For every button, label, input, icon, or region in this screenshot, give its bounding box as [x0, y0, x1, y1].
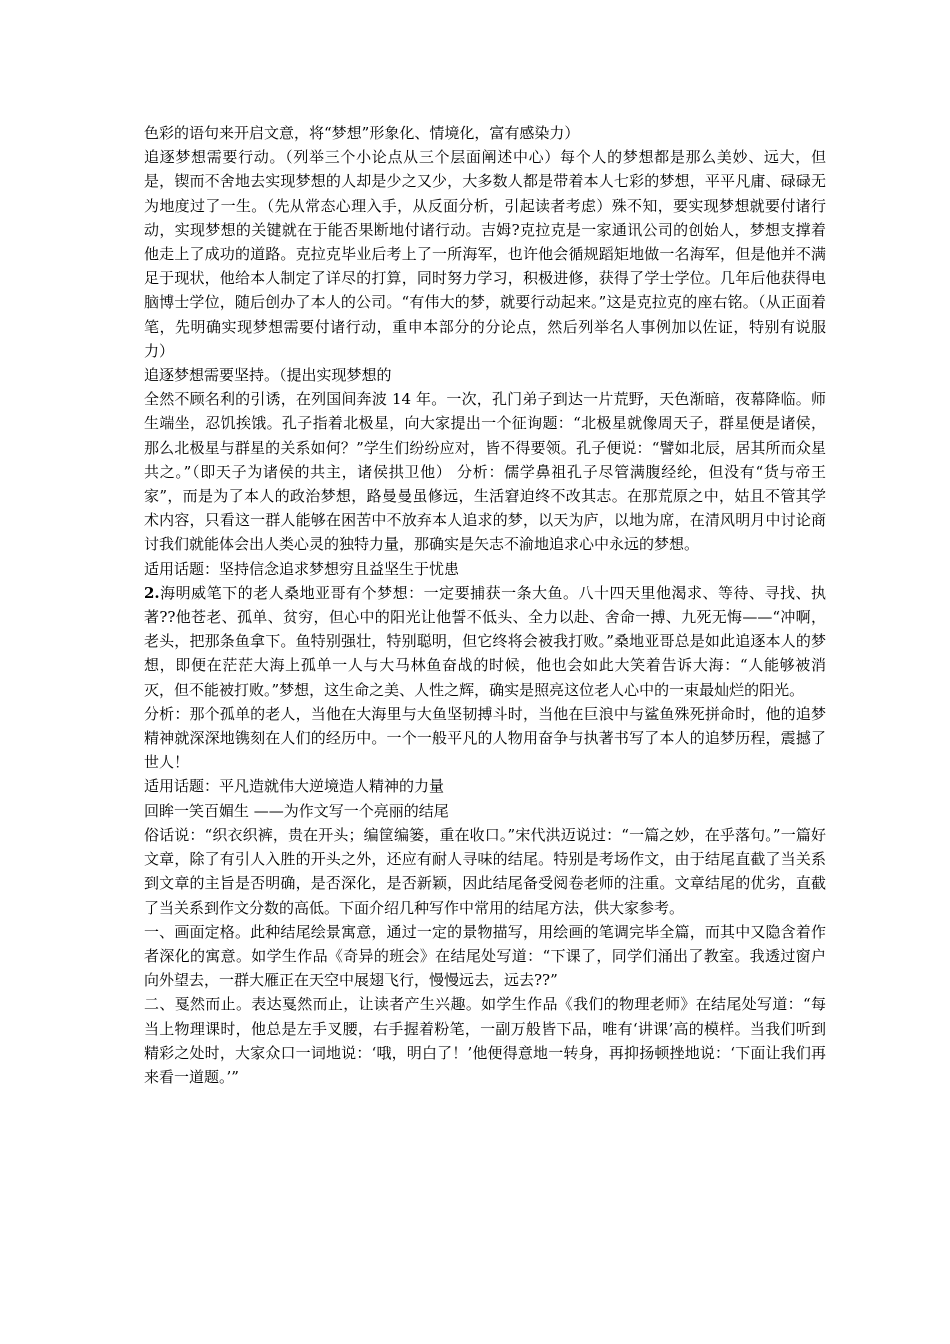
paragraph-persistence: 追逐梦想需要坚持。（提出实现梦想的: [144, 366, 392, 385]
paragraph-topic-1: 适用话题：坚持信念追求梦想穷且益坚生于忧患: [144, 559, 460, 578]
document-page: [144, 121, 826, 1089]
paragraph-section-title: 回眸一笑百媚生 ——为作文写一个亮丽的结尾: [144, 801, 449, 820]
paragraph-proverb: 俗话说：“织衣织裤，贵在开头；编筐编篓，重在收口。”宋代洪迈说过：“一篇之妙，在乎落句。”一篇好文章，除了有引人入胜的开头之外，还应有耐人寻味的结尾。特别是考场作文，由于结尾直截了当关系到文章的主旨是否明确，是否深化，是否新颖，因此结尾备受阅卷老师的注重。文章结尾的优劣，直截了当关系到作文分数的高低。下面介绍几种写作中常用的结尾方法，供大家参考。: [144, 825, 826, 917]
paragraph-method-2: 二、戛然而止。表达戛然而止，让读者产生兴趣。如学生作品《我们的物理老师》在结尾处写道：“每当上物理课时，他总是左手叉腰，右手握着粉笔，一副万般皆下品，唯有‘讲课’高的模样。当我们听到精彩之处时，大家众口一词地说：‘哦，明白了！’他便得意地一转身，再抑扬顿挫地说：‘下面让我们再来看一道题。’”: [144, 995, 826, 1086]
paragraph-analysis: 分析：那个孤单的老人，当他在大海里与大鱼坚韧搏斗时，当他在巨浪中与鲨鱼殊死拼命时，他的追梦精神就深深地镌刻在人们的经历中。一个一般平凡的人物用奋争与执著书写了本人的追梦历程，震撼了世人！: [144, 704, 826, 772]
numbered-lead: 2.: [144, 583, 160, 602]
paragraph-hemingway-text: 海明威笔下的老人桑地亚哥有个梦想：一定要捕获一条大鱼。八十四天里他渴求、等待、寻找、执著??他苍老、孤单、贫穷，但心中的阳光让他誓不低头、全力以赴、舍命一搏、九死无悔——“冲啊，老头，把那条鱼拿下。鱼特别强壮，特别聪明，但它终将会被我打败。”桑地亚哥总是如此追逐本人的梦想，即便在茫茫大海上孤单一人与大马林鱼奋战的时候，他也会如此大笑着告诉大海：“人能够被消灭，但不能被打败。”梦想，这生命之美、人性之辉，确实是照亮这位老人心中的一束最灿烂的阳光。: [144, 583, 826, 699]
paragraph-action: 追逐梦想需要行动。（列举三个小论点从三个层面阐述中心）每个人的梦想都是那么美妙、远大，但是，锲而不舍地去实现梦想的人却是少之又少，大多数人都是带着本人七彩的梦想，平平凡庸、碌碌无为地度过了一生。（先从常态心理入手，从反面分析，引起读者考虑）殊不知，要实现梦想就要付诸行动，实现梦想的关键就在于能否果断地付诸行动。吉姆?克拉克是一家通讯公司的创始人，梦想支撑着他走上了成功的道路。克拉克毕业后考上了一所海军，也许他会循规蹈矩地做一名海军，但是他并不满足于现状，他给本人制定了详尽的打算，同时努力学习，积极进修，获得了学士学位。几年后他获得电脑博士学位，随后创办了本人的公司。“有伟大的梦，就要行动起来。”这是克拉克的座右铭。（从正面着笔，先明确实现梦想需要付诸行动，重申本部分的分论点，然后列举名人事例加以佐证，特别有说服力）: [144, 148, 826, 360]
paragraph-topic-2: 适用话题：平凡造就伟大逆境造人精神的力量: [144, 777, 445, 796]
paragraph-hemingway: [144, 581, 826, 702]
paragraph-method-1: 一、画面定格。此种结尾绘景寓意，通过一定的景物描写，用绘画的笔调完毕全篇，而其中又隐含着作者深化的寓意。如学生作品《奇异的班会》在结尾处写道：“下课了，同学们涌出了教室。我透过窗户向外望去，一群大雁正在天空中展翅飞行，慢慢远去，远去??”: [144, 922, 826, 990]
paragraph-intro-tail: 色彩的语句来开启文意，将“梦想”形象化、情境化，富有感染力）: [144, 124, 580, 142]
paragraph-confucius: 全然不顾名利的引诱，在列国间奔波 14 年。一次，孔门弟子到达一片荒野，天色渐暗，夜幕降临。师生端坐，忍饥挨饿。孔子指着北极星，向大家提出一个征询题：“北极星就像周天子，群星便是诸侯，那么北极星与群星的关系如何？”学生们纷纷应对，皆不得要领。孔子便说：“譬如北辰，居其所而众星共之。”（即天子为诸侯的共主，诸侯拱卫他） 分析：儒学鼻祖孔子尽管满腹经纶，但没有“货与帝王家”，而是为了本人的政治梦想，路曼曼虽修远，生活窘迫终不改其志。在那荒原之中，姑且不管其学术内容，只看这一群人能够在困苦中不放弃本人追求的梦，以天为庐，以地为席，在清风明月中讨论商讨我们就能体会出人类心灵的独特力量，那确实是矢志不渝地追求心中永远的梦想。: [144, 390, 826, 554]
